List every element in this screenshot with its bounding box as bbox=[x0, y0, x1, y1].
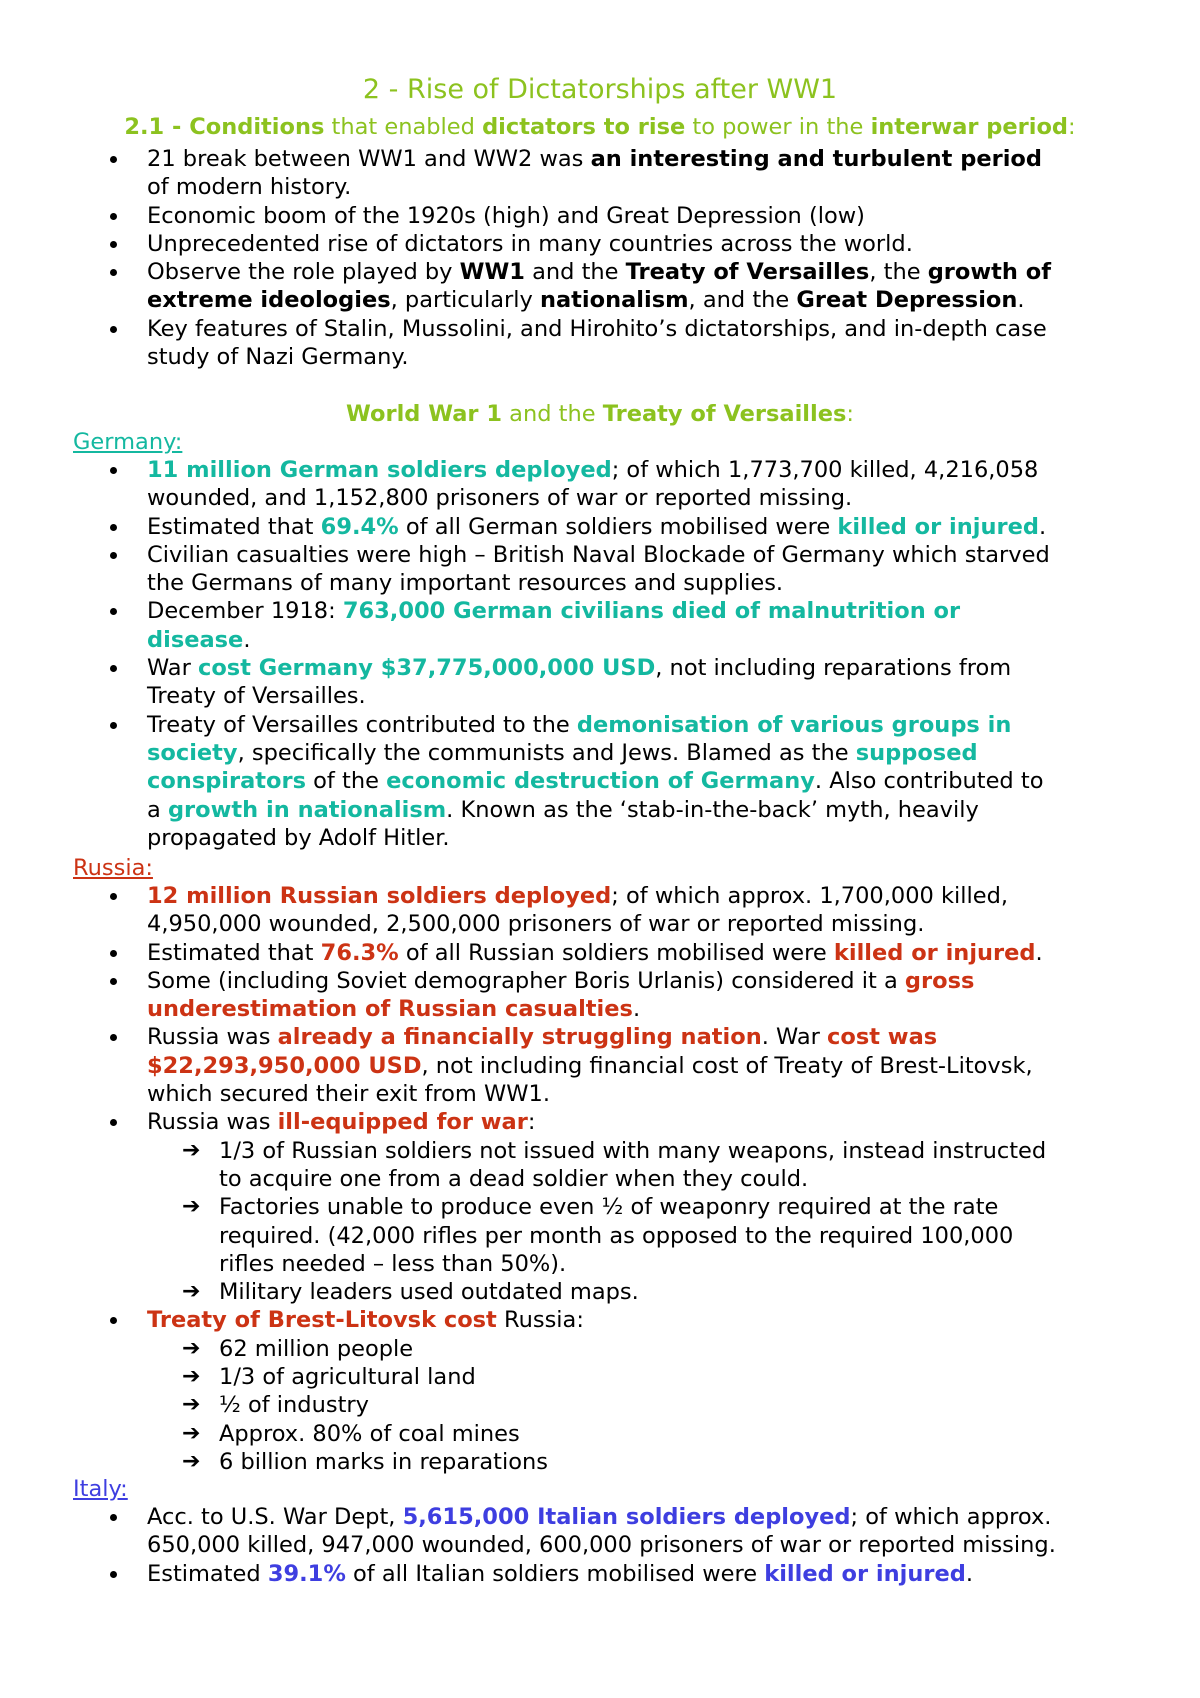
text: of all German soldiers mobilised were bbox=[398, 513, 838, 540]
russia-label: Russia: bbox=[73, 855, 153, 881]
text: ½ of industry bbox=[219, 1392, 369, 1419]
highlight-text: 39.1% bbox=[267, 1560, 346, 1587]
bullet-dot-icon bbox=[110, 241, 117, 248]
bullet-dot-icon bbox=[110, 326, 117, 333]
bullet-dot-icon bbox=[110, 608, 117, 615]
text-bold: extreme ideologies bbox=[147, 287, 391, 314]
text: Estimated that bbox=[147, 939, 321, 966]
text: , not including financial cost of Treaty of Brest-Litovsk, bbox=[421, 1052, 1033, 1079]
text: ; of which approx. 1,700,000 killed, bbox=[611, 883, 1009, 909]
text: , particularly bbox=[390, 287, 540, 314]
bullet-dot-icon bbox=[110, 950, 117, 957]
text: , not including reparations from bbox=[655, 655, 1012, 682]
heading-text: to power in the bbox=[685, 114, 871, 140]
text: December 1918: bbox=[147, 598, 343, 625]
text: Russia: bbox=[496, 1307, 584, 1334]
highlight-text: disease bbox=[147, 626, 244, 653]
highlight-text: growth in nationalism bbox=[167, 796, 447, 823]
text-bold: nationalism bbox=[539, 287, 689, 314]
highlight-text: conspirators bbox=[147, 768, 307, 795]
highlight-text: Treaty of Brest-Litovsk cost bbox=[147, 1307, 497, 1334]
text: Key features of Stalin, Mussolini, and Hirohito’s dictatorships, and in-depth case bbox=[147, 315, 1047, 342]
list-item bbox=[0, 145, 1200, 202]
list-item bbox=[0, 230, 1200, 258]
highlight-text: 11 million German soldiers deployed bbox=[147, 457, 612, 483]
page-title: 2 - Rise of Dictatorships after WW1 bbox=[362, 74, 838, 105]
list-item bbox=[0, 939, 1200, 967]
bullet-dot-icon bbox=[110, 213, 117, 220]
bullet-dot-icon bbox=[110, 1317, 117, 1324]
list-item bbox=[0, 258, 1200, 315]
text: Military leaders used outdated maps. bbox=[219, 1279, 639, 1306]
bullet-dot-icon bbox=[110, 552, 117, 559]
text-bold: growth of bbox=[927, 259, 1052, 286]
text: Russia was bbox=[147, 1109, 278, 1136]
text-bold: Treaty of Versailles bbox=[625, 259, 870, 286]
bullet-dot-icon bbox=[110, 467, 117, 474]
text: . Also contributed to bbox=[814, 768, 1044, 795]
text: Approx. 80% of coal mines bbox=[219, 1420, 520, 1447]
text: : bbox=[527, 1109, 536, 1136]
heading-text: that enabled bbox=[324, 114, 483, 140]
text: 1/3 of Russian soldiers not issued with many weapons, instead instructed bbox=[219, 1137, 1047, 1164]
text: Treaty of Versailles contributed to the bbox=[147, 711, 577, 738]
text: Treaty of Versailles. bbox=[147, 683, 366, 710]
russia-bullet-list bbox=[0, 882, 1200, 1476]
list-item bbox=[0, 654, 1200, 711]
sub-list bbox=[147, 1335, 1160, 1476]
bullet-dot-icon bbox=[110, 1514, 117, 1521]
text-bold: an interesting and turbulent period bbox=[590, 146, 1042, 172]
highlight-text: 763,000 German civilians died of malnutrition or bbox=[342, 598, 961, 625]
highlight-text: 69.4% bbox=[320, 513, 399, 540]
highlight-text: gross bbox=[904, 967, 975, 994]
text: the Germans of many important resources and supplies. bbox=[147, 570, 784, 597]
text: and the bbox=[524, 259, 626, 286]
highlight-text: society bbox=[147, 739, 238, 766]
text: , and the bbox=[688, 287, 797, 314]
bullet-dot-icon bbox=[110, 978, 117, 985]
sub-list-item bbox=[147, 1193, 1160, 1278]
text: . bbox=[1017, 287, 1025, 314]
text: rifles needed – less than 50%). bbox=[219, 1250, 567, 1277]
right-arrow-icon: ➔ bbox=[182, 1364, 201, 1390]
text: . Known as the ‘stab-in-the-back’ myth, heavily bbox=[446, 796, 979, 823]
highlight-text: killed or injured bbox=[833, 939, 1036, 966]
highlight-text: 5,615,000 Italian soldiers deployed bbox=[402, 1504, 851, 1530]
bullet-dot-icon bbox=[110, 722, 117, 729]
text: study of Nazi Germany. bbox=[147, 344, 409, 371]
bullet-dot-icon bbox=[110, 156, 117, 163]
sub-list-item bbox=[147, 1391, 1160, 1419]
list-item bbox=[0, 1560, 1200, 1588]
text: Unprecedented rise of dictators in many countries across the world. bbox=[147, 230, 913, 257]
italy-bullet-list bbox=[0, 1503, 1200, 1588]
list-item bbox=[0, 1108, 1200, 1306]
highlight-text: demonisation of various groups in bbox=[576, 711, 1012, 738]
sub-list-item bbox=[147, 1448, 1160, 1476]
highlight-text: 12 million Russian soldiers deployed bbox=[147, 883, 612, 909]
text: of all Italian soldiers mobilised were bbox=[345, 1560, 765, 1587]
sub-list bbox=[147, 1137, 1160, 1307]
text: required. (42,000 rifles per month as opposed to the required 100,000 bbox=[219, 1222, 1014, 1249]
highlight-text: already a financially struggling nation bbox=[277, 1024, 762, 1051]
section-heading-2-1 bbox=[0, 113, 1200, 141]
sub-list-item bbox=[147, 1363, 1160, 1391]
list-item bbox=[0, 1306, 1200, 1476]
right-arrow-icon: ➔ bbox=[182, 1279, 201, 1305]
sub-list-item bbox=[147, 1420, 1160, 1448]
highlight-text: supposed bbox=[855, 739, 978, 766]
text: to acquire one from a dead soldier when they could. bbox=[219, 1165, 809, 1192]
text: . bbox=[965, 1560, 974, 1587]
germany-label: Germany: bbox=[73, 429, 183, 455]
bullet-dot-icon bbox=[110, 269, 117, 276]
right-arrow-icon: ➔ bbox=[182, 1392, 201, 1418]
highlight-text: cost Germany $37,775,000,000 USD bbox=[198, 655, 656, 682]
heading-keyword: dictators to rise bbox=[482, 114, 686, 140]
text: . War bbox=[761, 1024, 828, 1051]
section-number: 2.1 - bbox=[124, 114, 190, 140]
sub-list-item bbox=[147, 1137, 1160, 1194]
text: , the bbox=[869, 259, 928, 286]
right-arrow-icon: ➔ bbox=[182, 1420, 201, 1446]
text: Economic boom of the 1920s (high) and Great Depression (low) bbox=[147, 202, 865, 229]
text: 21 break between WW1 and WW2 was bbox=[147, 146, 591, 172]
text: . bbox=[1035, 939, 1043, 966]
list-item bbox=[0, 967, 1200, 1024]
text: 6 billion marks in reparations bbox=[219, 1448, 548, 1475]
heading-keyword: World War 1 bbox=[346, 401, 503, 427]
text: a bbox=[147, 796, 168, 823]
right-arrow-icon: ➔ bbox=[182, 1137, 201, 1163]
list-item bbox=[0, 541, 1200, 598]
italy-label: Italy: bbox=[73, 1476, 128, 1502]
bullet-dot-icon bbox=[110, 1571, 117, 1578]
list-item bbox=[0, 1503, 1200, 1560]
highlight-text: 76.3% bbox=[320, 939, 399, 966]
highlight-text: economic destruction of Germany bbox=[386, 768, 815, 795]
bullet-dot-icon bbox=[110, 1034, 117, 1041]
text-bold: Great Depression bbox=[796, 287, 1018, 314]
bullet-dot-icon bbox=[110, 665, 117, 672]
highlight-text: underestimation of Russian casualties bbox=[147, 996, 633, 1023]
heading-text: and the bbox=[502, 401, 603, 427]
list-item bbox=[0, 711, 1200, 852]
list-item bbox=[0, 597, 1200, 654]
bullet-dot-icon bbox=[110, 1119, 117, 1126]
text: of the bbox=[306, 768, 387, 795]
intro-bullet-list bbox=[0, 145, 1200, 371]
list-item bbox=[0, 513, 1200, 541]
text: . bbox=[243, 626, 251, 653]
list-item bbox=[0, 1023, 1200, 1108]
text: 1/3 of agricultural land bbox=[219, 1364, 476, 1391]
text: 4,950,000 wounded, 2,500,000 prisoners of war or reported missing. bbox=[147, 911, 925, 938]
highlight-text: $22,293,950,000 USD bbox=[147, 1052, 422, 1079]
text: . bbox=[632, 996, 641, 1023]
highlight-text: killed or injured bbox=[764, 1560, 966, 1587]
highlight-text: ill-equipped for war bbox=[277, 1109, 528, 1136]
heading-text: : bbox=[1068, 114, 1076, 140]
text: which secured their exit from WW1. bbox=[147, 1081, 550, 1108]
sub-list-item bbox=[147, 1335, 1160, 1363]
text: ; of which approx. bbox=[850, 1504, 1052, 1530]
right-arrow-icon: ➔ bbox=[182, 1194, 201, 1220]
highlight-text: killed or injured bbox=[837, 513, 1039, 540]
text: propagated by Adolf Hitler. bbox=[147, 824, 450, 851]
text: Acc. to U.S. War Dept, bbox=[147, 1504, 403, 1530]
text: . bbox=[1039, 513, 1047, 540]
text-bold: WW1 bbox=[459, 259, 525, 286]
heading-keyword: interwar period bbox=[870, 114, 1069, 140]
sub-list-item bbox=[147, 1278, 1160, 1306]
text: ; of which 1,773,700 killed, 4,216,058 bbox=[611, 457, 1039, 483]
ww1-heading bbox=[0, 400, 1200, 428]
text: Russia was bbox=[147, 1024, 278, 1051]
text: of modern history. bbox=[147, 174, 352, 201]
bullet-dot-icon bbox=[110, 893, 117, 900]
right-arrow-icon: ➔ bbox=[182, 1448, 201, 1474]
germany-bullet-list bbox=[0, 456, 1200, 852]
list-item bbox=[0, 202, 1200, 230]
text: Factories unable to produce even ½ of weaponry required at the rate bbox=[219, 1194, 999, 1221]
text: Estimated that bbox=[147, 513, 321, 540]
text: 650,000 killed, 947,000 wounded, 600,000 prisoners of war or reported missing. bbox=[147, 1532, 1056, 1559]
text: Some (including Soviet demographer Boris Urlanis) considered it a bbox=[147, 967, 905, 994]
list-item bbox=[0, 315, 1200, 372]
heading-keyword: Conditions bbox=[189, 114, 325, 140]
bullet-dot-icon bbox=[110, 524, 117, 531]
right-arrow-icon: ➔ bbox=[182, 1335, 201, 1361]
text: Estimated bbox=[147, 1560, 268, 1587]
highlight-text: cost was bbox=[827, 1024, 938, 1051]
text: wounded, and 1,152,800 prisoners of war or reported missing. bbox=[147, 485, 853, 512]
list-item bbox=[0, 456, 1200, 513]
heading-text: : bbox=[846, 401, 854, 427]
heading-keyword: Treaty of Versailles bbox=[602, 401, 847, 427]
text: War bbox=[147, 655, 198, 682]
text: Observe the role played by bbox=[147, 259, 460, 286]
text: of all Russian soldiers mobilised were bbox=[398, 939, 834, 966]
list-item bbox=[0, 882, 1200, 939]
text: 62 million people bbox=[219, 1335, 414, 1362]
text: , specifically the communists and Jews. Blamed as the bbox=[237, 739, 856, 766]
text: Civilian casualties were high – British Naval Blockade of Germany which starved bbox=[147, 541, 1050, 568]
